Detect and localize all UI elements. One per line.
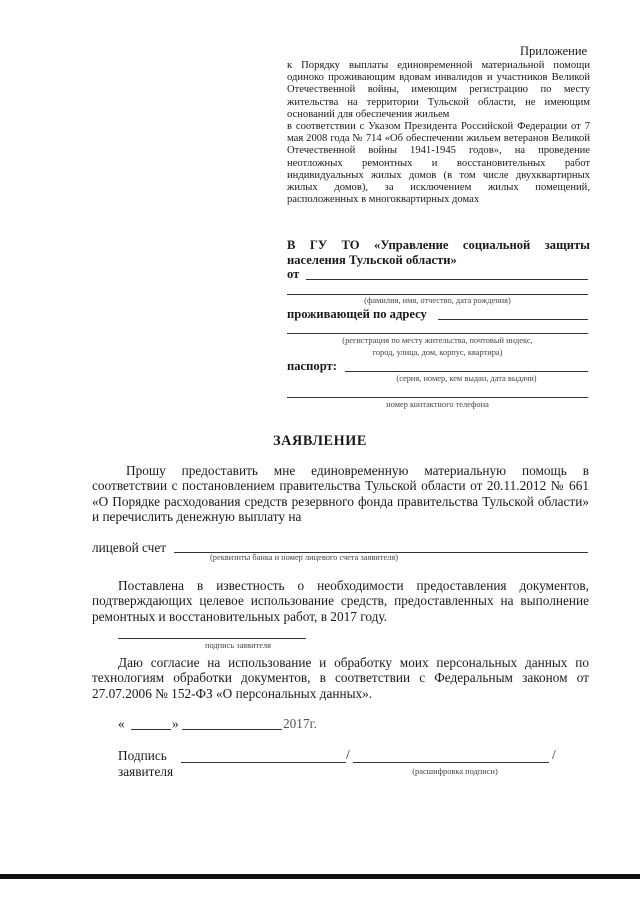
signature-label-line-1: Подпись [118, 748, 167, 763]
date-open-quote: « [118, 716, 125, 731]
address-caption-1: (регистрация по месту жительства, почтовый индекс, [342, 336, 533, 345]
signature-slash-2: / [552, 747, 556, 762]
notice-paragraph: Поставлена в известность о необходимости предоставления документов, подтверждающих целевое использование средств, предоставленных на выполнение ремонтных и восстановительных работ, в 2017 году. [92, 578, 589, 624]
from-label: от [287, 267, 300, 281]
signature-caption: (расшифровка подписи) [412, 767, 498, 776]
date-day-field[interactable] [131, 729, 171, 730]
from-field-line-1[interactable] [306, 279, 588, 280]
phone-caption: номер контактного телефона [386, 400, 489, 409]
applicant-signature-line[interactable] [118, 638, 306, 639]
address-caption-2: город, улица, дом, корпус, квартира) [372, 348, 503, 357]
passport-caption: (серия, номер, кем выдан, дата выдачи) [396, 374, 537, 383]
request-paragraph: Прошу предоставить мне единовременную материальную помощь в соответствии с постановлением правительства Тульской области от 20.11.2012 № 661 «О Порядке расходования средств резервного фонда правительства Тульской области» и перечислить денежную выплату на [92, 463, 589, 525]
address-field-line-2[interactable] [287, 333, 588, 334]
applicant-signature-caption: подпись заявителя [204, 641, 271, 650]
statement-heading: ЗАЯВЛЕНИЕ [273, 433, 367, 449]
signature-field[interactable] [181, 762, 346, 763]
date-close-quote: » [172, 716, 179, 731]
appendix-description [287, 60, 590, 206]
signature-label-line-2: заявителя [118, 764, 174, 779]
date-year: 2017г. [283, 716, 317, 731]
address-field-line-1[interactable] [438, 319, 588, 320]
signature-slash-1: / [346, 747, 350, 762]
appendix-title: Приложение [520, 44, 588, 58]
appendix-line-2: в соответствии с Указом Президента Российской Федерации от 7 мая 2008 года № 714 «Об обеспечении жильем ветеранов Великой Отечественной войны 1941-1945 годов», на проведение неотложных ремонтных и восстановительных работ индивидуальных жилых домов (в том числе двухквартирных жилых домов), за исключением жилых помещений, расположенных в многоквартирных домах [287, 121, 590, 206]
appendix-line-1: к Порядку выплаты единовременной материальной помощи одиноко проживающим вдовам инвалидов и участников Великой Отечественной войны, имеющим регистрацию по месту жительства на территории Тульской области, не имеющим оснований для обеспечения жильем [287, 60, 590, 120]
scan-bottom-edge [0, 874, 640, 879]
phone-field-line[interactable] [287, 397, 588, 398]
addressee-organization: В ГУ ТО «Управление социальной защиты населения Тульской области» [287, 238, 590, 267]
date-month-field[interactable] [182, 729, 282, 730]
account-caption: (реквизиты банка и номер лицевого счета заявителя) [210, 553, 398, 562]
consent-paragraph: Даю согласие на использование и обработку моих персональных данных по технологиям обработки документов, в соответствии с Федеральным законом от 27.07.2006 № 152-ФЗ «О персональных данных». [92, 655, 589, 701]
passport-field-line[interactable] [345, 371, 588, 372]
signature-decoding-field[interactable] [353, 762, 549, 763]
address-label: проживающей по адресу [287, 307, 427, 321]
from-field-line-2[interactable] [287, 294, 588, 295]
from-caption: (фамилия, имя, отчество, дата рождения) [364, 296, 511, 305]
account-label: лицевой счет [92, 540, 167, 555]
passport-label: паспорт: [287, 359, 337, 373]
